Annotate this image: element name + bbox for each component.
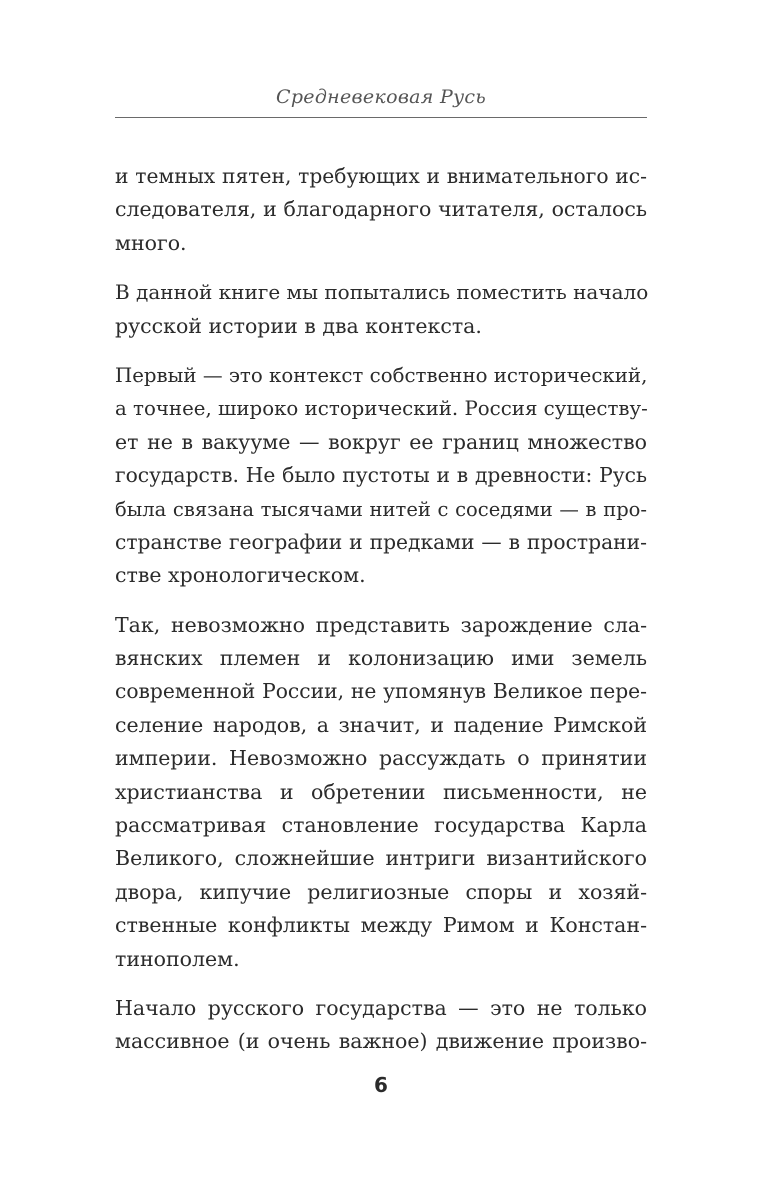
text-line: вянских племен и колонизацию ими земель <box>115 646 647 671</box>
paragraph <box>115 359 647 593</box>
text-line: двора, кипучие религиозные споры и хозяй- <box>115 879 647 904</box>
body-text <box>115 160 647 1075</box>
text-line: много. <box>115 230 187 255</box>
paragraph <box>115 609 647 976</box>
paragraph <box>115 992 647 1059</box>
paragraph <box>115 276 647 343</box>
text-line: ственные конфликты между Римом и Констан- <box>115 913 647 938</box>
text-line: христианства и обретении письменности, не <box>115 779 647 804</box>
text-line: и темных пятен, требующих и внимательного ис- <box>115 164 647 188</box>
text-line: империи. Невозможно рассуждать о принятии <box>115 746 647 771</box>
page-number: 6 <box>374 1073 388 1097</box>
text-line: ет не в вакууме — вокруг ее границ множество <box>115 429 647 454</box>
text-line: государств. Не было пустоты и в древности: Русь <box>115 463 647 488</box>
text-line: странстве географии и предками — в пространи- <box>115 529 647 554</box>
text-line: современной России, не упомянув Великое пере- <box>115 679 647 704</box>
text-line: была связана тысячами нитей с соседями — в про- <box>115 497 647 521</box>
text-line: следователя, и благодарного читателя, осталось <box>115 197 647 222</box>
text-line: Начало русского государства — это не только <box>115 995 647 1020</box>
text-line: рассматривая становление государства Карла <box>115 813 647 838</box>
text-line: Великого, сложнейшие интриги византийского <box>115 846 647 871</box>
text-line: тинополем. <box>115 946 240 971</box>
text-line: массивное (и очень важное) движение произво- <box>115 1029 647 1054</box>
paragraph <box>115 160 647 260</box>
text-line: В данной книге мы попытались поместить начало <box>115 280 649 305</box>
text-line: стве хронологическом. <box>115 563 366 588</box>
text-line: Первый — это контекст собственно исторический, <box>115 363 648 387</box>
text-line: русской истории в два контекста. <box>115 313 482 338</box>
text-line: Так, невозможно представить зарождение сла- <box>115 612 647 637</box>
text-line: а точнее, широко исторический. Россия существу- <box>115 397 648 421</box>
header-rule <box>115 117 647 118</box>
running-head: Средневековая Русь <box>275 86 487 108</box>
text-line: селение народов, а значит, и падение Римской <box>115 712 647 737</box>
